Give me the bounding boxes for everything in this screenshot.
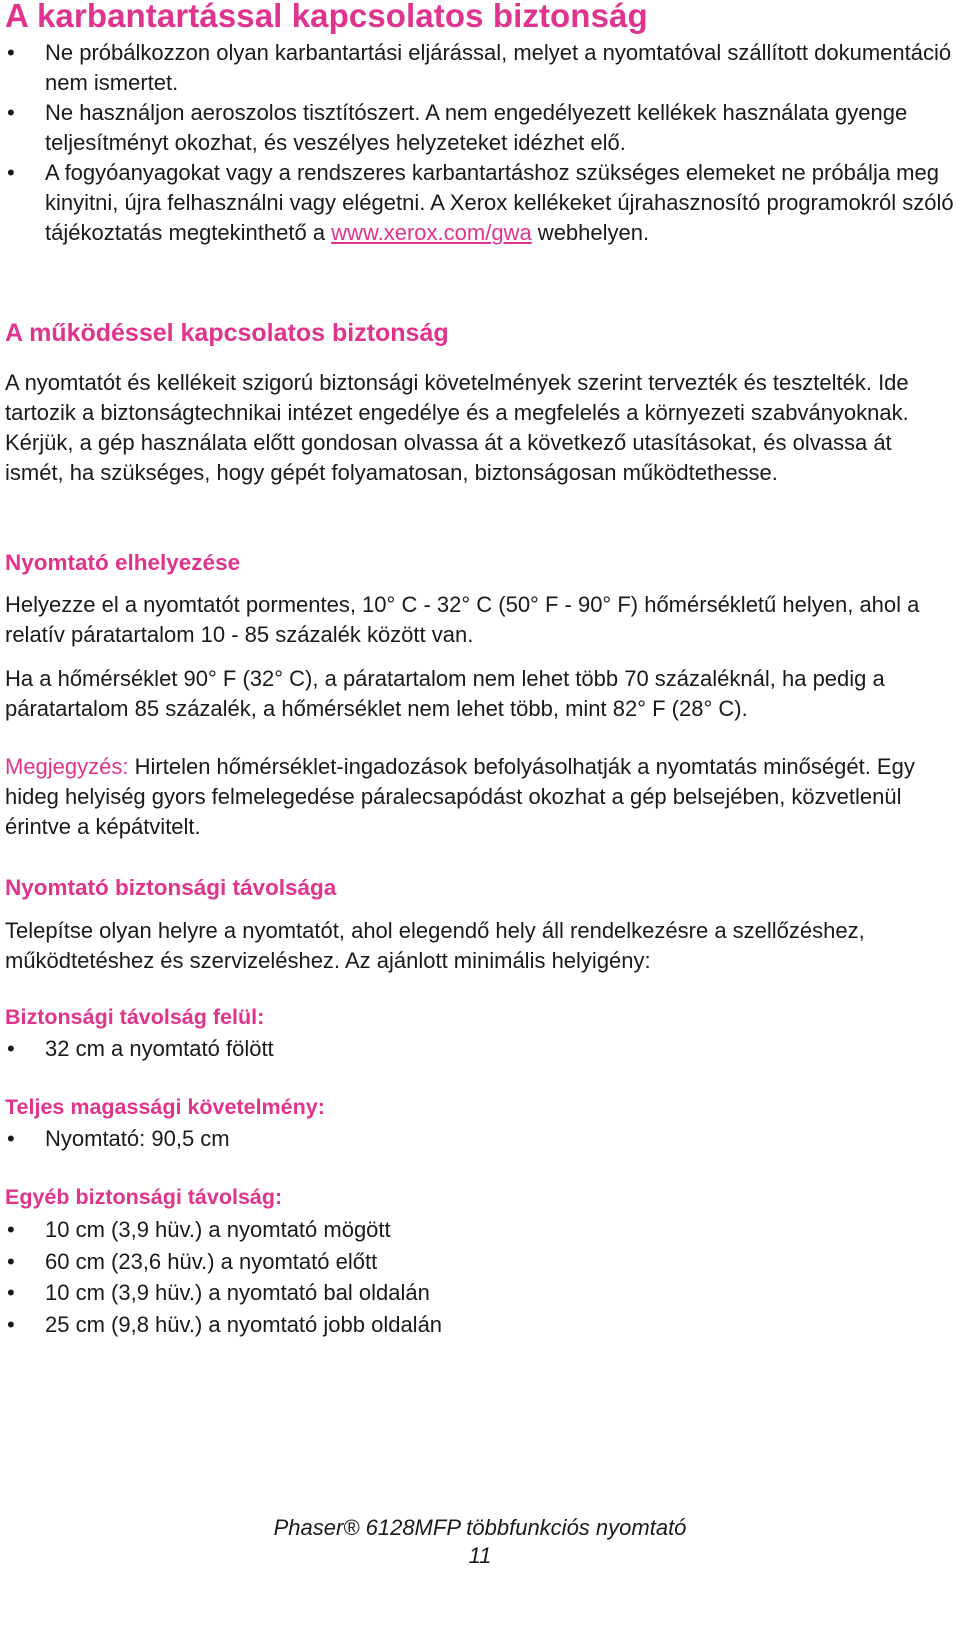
list-item [0,1277,955,1309]
list-item-text: 10 cm (3,9 hüv.) a nyomtató mögött [45,1217,391,1242]
note-text: Hirtelen hőmérséklet-ingadozások befolyásolhatják a nyomtatás minőségét. Egy hideg helyiség gyors felmelegedése páralecsapódást okozhat a gép belsejében, közvetlenül érintve a képátvitelt. [5,754,915,839]
bullet-icon: • [7,100,15,125]
bullet-icon: • [7,1311,15,1337]
list-item-text: 25 cm (9,8 hüv.) a nyomtató jobb oldalán [45,1311,443,1337]
placement-note [5,752,955,842]
operation-body: A nyomtatót és kellékeit szigorú biztonsági követelmények szerint tervezték és tesztelték. Ide tartozik a biztonságtechnikai intézet engedélye és a megfelelés a környezeti szabványoknak. Kérjük, a gép használata előtt gondosan olvassa át a következő utasításokat, és olvassa át ismét, ha szükséges, hogy gépét folyamatosan, biztonságosan működtethesse. [5,370,909,485]
list-item-text: Ne használjon aeroszolos tisztítószert. A nem engedélyezett kellékek használata gyenge teljesítményt okozhat, és veszélyes helyzeteket idézhet elő. [45,100,908,155]
list-item-text: 32 cm a nyomtató fölött [45,1036,274,1061]
list-item [0,1309,955,1341]
placement-heading: Nyomtató elhelyezése [5,550,241,575]
top-clearance-heading: Biztonsági távolság felül: [5,1005,265,1029]
bullet-icon: • [7,40,15,65]
maintenance-list [0,38,955,248]
bullet-icon: • [7,160,15,185]
bullet-icon: • [7,1217,15,1242]
list-item-text: Ne próbálkozzon olyan karbantartási eljárással, melyet a nyomtatóval szállított dokumentáció nem ismertet. [45,40,952,95]
list-item [0,1034,955,1064]
clearance-heading: Nyomtató biztonsági távolsága [5,875,337,900]
list-item-suffix: webhelyen. [531,220,650,245]
bullet-icon: • [7,1126,15,1151]
other-clearance-list [0,1214,955,1340]
list-item [0,1124,955,1154]
list-item-text: Nyomtató: 90,5 cm [45,1126,230,1151]
note-label: Megjegyzés: [5,754,129,779]
list-item [0,1214,955,1246]
list-item-text: A fogyóanyagokat vagy a rendszeres karbantartáshoz szükséges elemeket ne próbálja meg kinyitni, újra felhasználni vagy elégetni. A Xerox kellékeket újrahasznosító programokról szóló tájékoztatás megtekinthető a [45,160,954,245]
footer-product-name: Phaser® 6128MFP többfunkciós nyomtató [273,1515,687,1540]
list-item [0,98,955,158]
clearance-body: Telepítse olyan helyre a nyomtatót, ahol elegendő hely áll rendelkezésre a szellőzéshez, működtetéshez és szervizeléshez. Az ajánlott minimális helyigény: [5,918,865,973]
bullet-icon: • [7,1036,15,1061]
bullet-icon: • [7,1280,15,1305]
list-item-text: 60 cm (23,6 hüv.) a nyomtató előtt [45,1248,378,1274]
footer-page-number: 11 [468,1543,492,1568]
height-requirement-heading: Teljes magassági követelmény: [5,1095,325,1119]
bullet-icon: • [7,1248,15,1274]
height-requirement-list [0,1124,955,1154]
list-item [0,38,955,98]
maintenance-heading: A karbantartással kapcsolatos biztonság [5,0,648,34]
list-item [0,158,955,248]
other-clearance-heading: Egyéb biztonsági távolság: [5,1185,283,1209]
placement-para-1: Helyezze el a nyomtatót pormentes, 10° C - 32° C (50° F - 90° F) hőmérsékletű helyen, ahol a relatív páratartalom 10 - 85 százalék között van. [5,592,920,647]
operation-heading: A működéssel kapcsolatos biztonság [5,319,449,347]
top-clearance-list [0,1034,955,1064]
xerox-recycling-link[interactable]: www.xerox.com/gwa [331,220,532,245]
list-item [0,1246,955,1278]
list-item-text: 10 cm (3,9 hüv.) a nyomtató bal oldalán [45,1280,430,1305]
placement-para-2: Ha a hőmérséklet 90° F (32° C), a páratartalom nem lehet több 70 százaléknál, ha pedig a páratartalom 85 százalék, a hőmérséklet nem lehet több, mint 82° F (28° C). [5,666,885,721]
